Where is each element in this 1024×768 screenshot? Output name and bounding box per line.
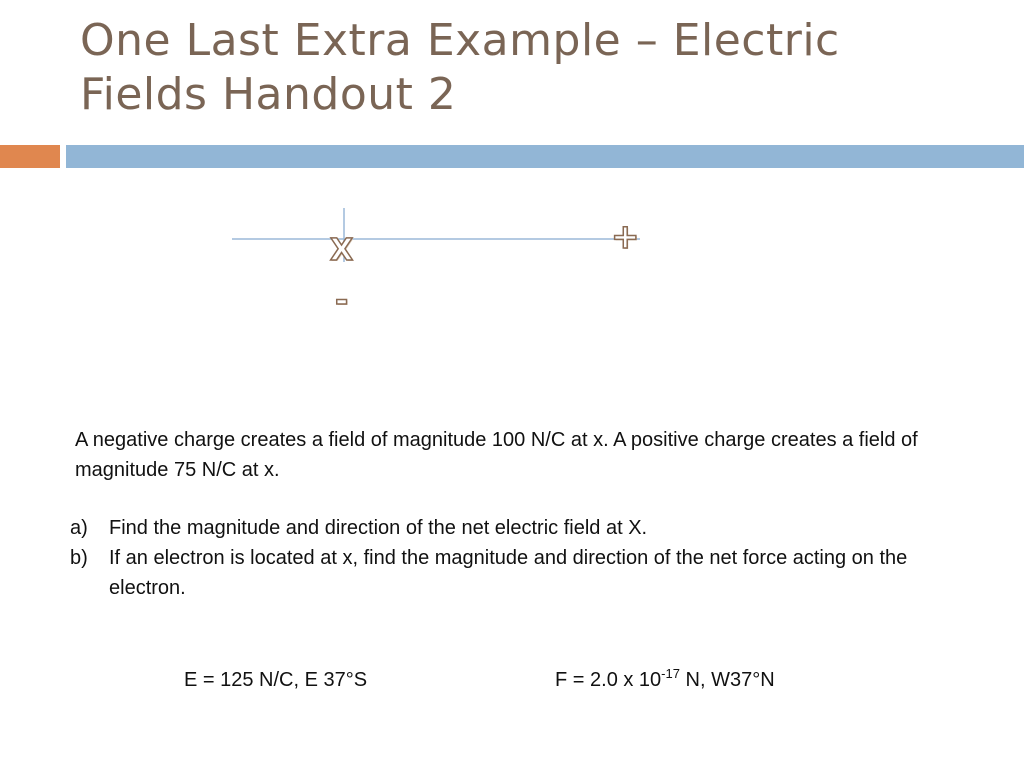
slide-title-line-2: Fields Handout 2: [80, 69, 457, 120]
question-text: If an electron is located at x, find the magnitude and direction of the net force acting on the electron.: [109, 547, 908, 599]
question-text: Find the magnitude and direction of the net electric field at X.: [109, 517, 648, 539]
problem-statement: A negative charge creates a field of magnitude 100 N/C at x. A positive charge creates a field of magnitude 75 N/C at x.: [75, 429, 918, 481]
answer-force-exponent: -17: [661, 666, 680, 681]
slide-title-line-1: One Last Extra Example – Electric: [80, 15, 840, 66]
question-marker: b): [70, 547, 88, 569]
answer-electric-field: E = 125 N/C, E 37°S: [184, 669, 368, 691]
negative-charge-symbol: -: [335, 281, 349, 319]
positive-charge-symbol: +: [611, 217, 640, 257]
answer-force-suffix: N, W37°N: [679, 669, 775, 691]
answer-force-prefix: F = 2.0 x 10: [555, 669, 662, 691]
point-x-label: X: [330, 233, 354, 268]
answer-force: [555, 665, 775, 695]
accent-bar-orange: [0, 145, 60, 168]
question-a: [70, 513, 970, 543]
question-b: [70, 543, 970, 603]
accent-bar-blue: [66, 145, 1024, 168]
slide-title: [80, 14, 980, 122]
question-marker: a): [70, 517, 88, 539]
